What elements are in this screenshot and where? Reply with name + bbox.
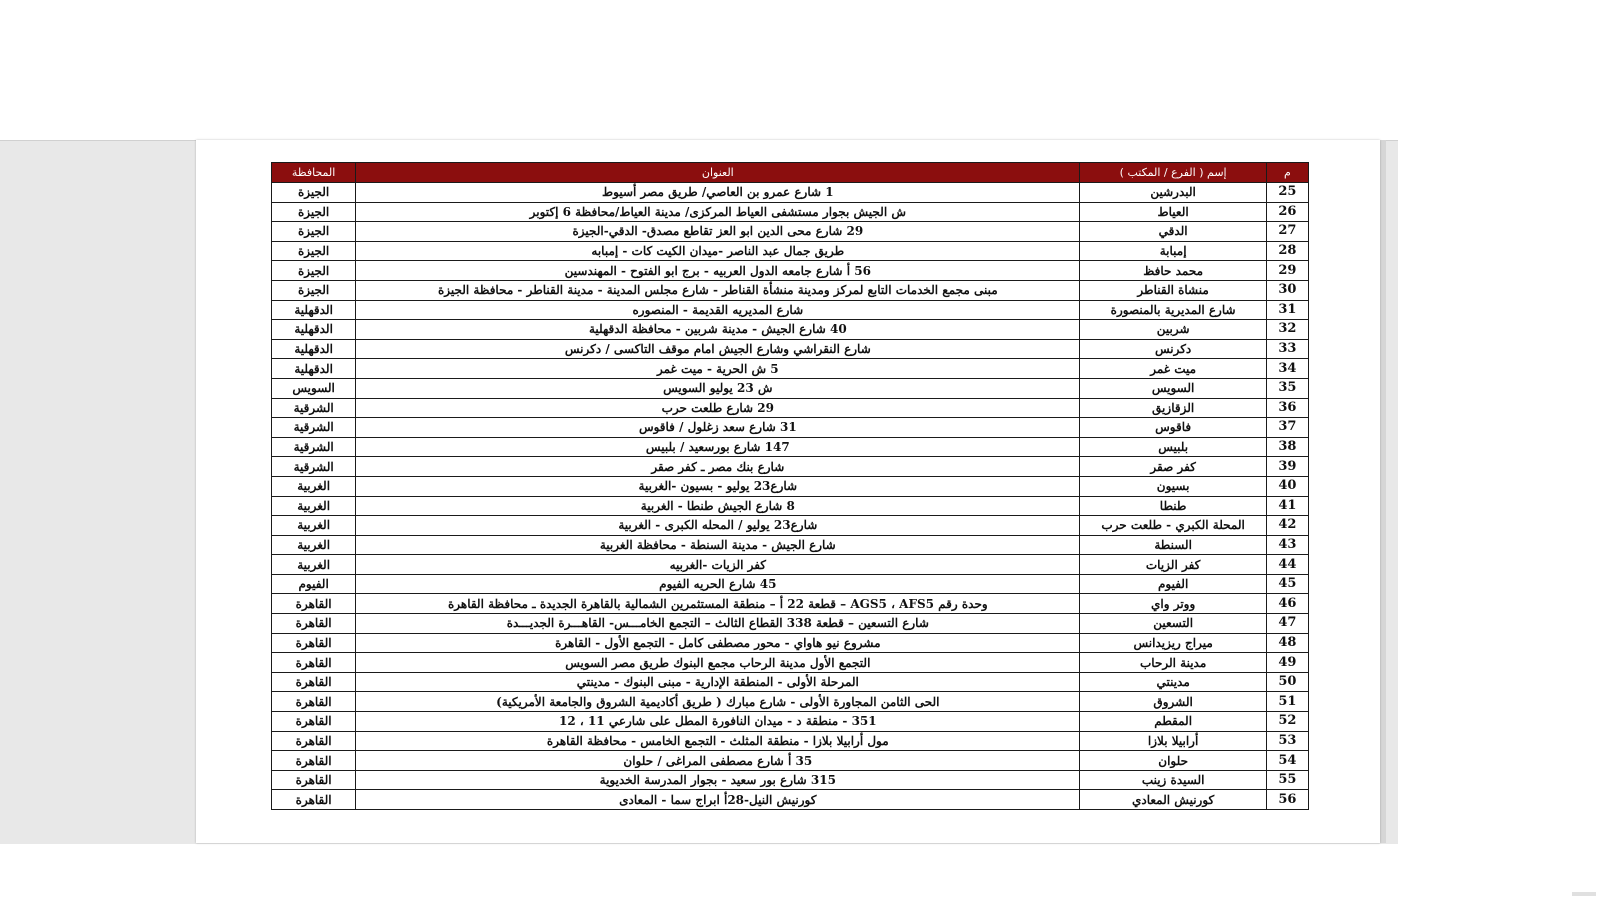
row-number: 45 [1266,574,1308,594]
governorate-cell: القاهرة [272,594,356,614]
governorate-cell: الجيزة [272,241,356,261]
table-row [272,672,1309,692]
governorate-cell: الفيوم [272,574,356,594]
header-branch-name: إسم ( الفرع / المكتب ) [1080,163,1267,183]
governorate-cell: القاهرة [272,672,356,692]
branch-name-cell: كورنيش المعادي [1080,790,1267,810]
table-row [272,790,1309,810]
branch-name-cell: الدقي [1080,222,1267,242]
address-cell: طريق جمال عبد الناصر -ميدان الكيت كات - إمبابه [356,241,1080,261]
branch-name-cell: كفر الزيات [1080,555,1267,575]
branch-name-cell: المقطم [1080,712,1267,732]
row-number: 53 [1266,731,1308,751]
governorate-cell: الجيزة [272,183,356,203]
page-edge [1380,140,1386,843]
table-body [272,183,1309,810]
table-row [272,496,1309,516]
address-cell: شارع23 يوليو - بسيون -الغربية [356,476,1080,496]
governorate-cell: القاهرة [272,751,356,771]
address-cell: 40 شارع الجيش - مدينة شربين - محافظة الدقهلية [356,320,1080,340]
table-row [272,594,1309,614]
table-row [272,418,1309,438]
branch-name-cell: شربين [1080,320,1267,340]
governorate-cell: الجيزة [272,261,356,281]
table-row [272,300,1309,320]
row-number: 31 [1266,300,1308,320]
governorate-cell: القاهرة [272,633,356,653]
governorate-cell: الشرقية [272,457,356,477]
row-number: 33 [1266,339,1308,359]
address-cell: ش الجيش بجوار مستشفى العياط المركزى/ مدينة العياط/محافظة 6 إكتوبر [356,202,1080,222]
address-cell: 31 شارع سعد زغلول / فاقوس [356,418,1080,438]
table-row [272,378,1309,398]
table-row [272,222,1309,242]
branch-name-cell: بلبيس [1080,437,1267,457]
branch-name-cell: منشاة القناطر [1080,280,1267,300]
table-row [272,614,1309,634]
address-cell: 351 - منطقة د - ميدان النافورة المطل على شارعي 11 ، 12 [356,712,1080,732]
row-number: 41 [1266,496,1308,516]
branch-name-cell: دكرنس [1080,339,1267,359]
header-address: العنوان [356,163,1080,183]
address-cell: مول أرابيلا بلازا - منطقة المثلث - التجمع الخامس - محافظة القاهرة [356,731,1080,751]
header-number: م [1266,163,1308,183]
governorate-cell: القاهرة [272,790,356,810]
row-number: 39 [1266,457,1308,477]
branch-name-cell: ميراج ريزيدانس [1080,633,1267,653]
table-row [272,398,1309,418]
table-row [272,457,1309,477]
governorate-cell: القاهرة [272,731,356,751]
address-cell: مشروع نيو هاواي - محور مصطفى كامل - التجمع الأول - القاهرة [356,633,1080,653]
branch-name-cell: المحلة الكبري - طلعت حرب [1080,516,1267,536]
branch-name-cell: حلوان [1080,751,1267,771]
address-cell: 29 شارع طلعت حرب [356,398,1080,418]
branch-name-cell: كفر صقر [1080,457,1267,477]
row-number: 47 [1266,614,1308,634]
branch-name-cell: مدينتي [1080,672,1267,692]
governorate-cell: الدقهلية [272,300,356,320]
table-row [272,692,1309,712]
table-row [272,555,1309,575]
branch-name-cell: البدرشين [1080,183,1267,203]
row-number: 35 [1266,378,1308,398]
row-number: 51 [1266,692,1308,712]
document-page [196,140,1380,843]
address-cell: ش 23 يوليو السويس [356,378,1080,398]
row-number: 38 [1266,437,1308,457]
governorate-cell: الغربية [272,535,356,555]
table-row [272,261,1309,281]
row-number: 25 [1266,183,1308,203]
governorate-cell: الجيزة [272,280,356,300]
table-row [272,770,1309,790]
row-number: 36 [1266,398,1308,418]
address-cell: شارع النقراشي وشارع الجيش امام موقف التاكسى / دكرنس [356,339,1080,359]
address-cell: 1 شارع عمرو بن العاصي/ طريق مصر أسيوط [356,183,1080,203]
row-number: 50 [1266,672,1308,692]
address-cell: المرحلة الأولى - المنطقة الإدارية - مبنى البنوك - مدينتي [356,672,1080,692]
branch-name-cell: السنطة [1080,535,1267,555]
row-number: 28 [1266,241,1308,261]
address-cell: شارع بنك مصر ـ كفر صقر [356,457,1080,477]
governorate-cell: الغربية [272,555,356,575]
address-cell: 35 أ شارع مصطفى المراغى / حلوان [356,751,1080,771]
address-cell: 45 شارع الحريه الفيوم [356,574,1080,594]
governorate-cell: الجيزة [272,222,356,242]
branch-name-cell: إمبابة [1080,241,1267,261]
governorate-cell: الشرقية [272,437,356,457]
row-number: 29 [1266,261,1308,281]
governorate-cell: الدقهلية [272,339,356,359]
governorate-cell: الشرقية [272,398,356,418]
address-cell: 8 شارع الجيش طنطا - الغربية [356,496,1080,516]
branch-name-cell: التسعين [1080,614,1267,634]
row-number: 49 [1266,653,1308,673]
table-row [272,280,1309,300]
address-cell: كورنيش النيل-28أ ابراج سما - المعادى [356,790,1080,810]
branch-name-cell: ووتر واي [1080,594,1267,614]
governorate-cell: القاهرة [272,653,356,673]
branch-name-cell: فاقوس [1080,418,1267,438]
table-row [272,359,1309,379]
governorate-cell: القاهرة [272,770,356,790]
governorate-cell: القاهرة [272,692,356,712]
table-row [272,653,1309,673]
address-cell: 29 شارع محى الدين ابو العز تقاطع مصدق- الدقي-الجيزة [356,222,1080,242]
row-number: 26 [1266,202,1308,222]
address-cell: التجمع الأول مدينة الرحاب مجمع البنوك طريق مصر السويس [356,653,1080,673]
row-number: 48 [1266,633,1308,653]
governorate-cell: الدقهلية [272,359,356,379]
table-row [272,712,1309,732]
row-number: 46 [1266,594,1308,614]
row-number: 44 [1266,555,1308,575]
governorate-cell: الغربية [272,516,356,536]
header-governorate: المحافظة [272,163,356,183]
table-row [272,202,1309,222]
governorate-cell: الشرقية [272,418,356,438]
branch-name-cell: الفيوم [1080,574,1267,594]
table-row [272,751,1309,771]
branch-name-cell: السويس [1080,378,1267,398]
branch-name-cell: مدينة الرحاب [1080,653,1267,673]
table-row [272,241,1309,261]
row-number: 43 [1266,535,1308,555]
table-row [272,731,1309,751]
branch-name-cell: شارع المديرية بالمنصورة [1080,300,1267,320]
governorate-cell: السويس [272,378,356,398]
governorate-cell: الغربية [272,496,356,516]
table-row [272,320,1309,340]
table-row [272,516,1309,536]
branch-name-cell: طنطا [1080,496,1267,516]
table-row [272,633,1309,653]
table-row [272,183,1309,203]
address-cell: كفر الزيات -الغربيه [356,555,1080,575]
branch-name-cell: ميت غمر [1080,359,1267,379]
address-cell: 56 أ شارع جامعه الدول العربيه - برج ابو الفتوح - المهندسين [356,261,1080,281]
governorate-cell: القاهرة [272,614,356,634]
address-cell: 5 ش الحرية - ميت غمر [356,359,1080,379]
table-row [272,476,1309,496]
address-cell: شارع التسعين – قطعة 338 القطاع الثالث – التجمع الخامـــس- القاهـــرة الجديـــدة [356,614,1080,634]
branch-name-cell: أرابيلا بلازا [1080,731,1267,751]
table-row [272,437,1309,457]
address-cell: 147 شارع بورسعيد / بلبيس [356,437,1080,457]
branch-name-cell: العياط [1080,202,1267,222]
governorate-cell: الجيزة [272,202,356,222]
address-cell: شارع23 يوليو / المحله الكبرى - الغربية [356,516,1080,536]
row-number: 40 [1266,476,1308,496]
branch-name-cell: السيدة زينب [1080,770,1267,790]
governorate-cell: القاهرة [272,712,356,732]
governorate-cell: الدقهلية [272,320,356,340]
table-row [272,574,1309,594]
branch-name-cell: الشروق [1080,692,1267,712]
resize-grip [1572,892,1596,896]
row-number: 54 [1266,751,1308,771]
row-number: 56 [1266,790,1308,810]
branch-name-cell: محمد حافظ [1080,261,1267,281]
table-row [272,339,1309,359]
row-number: 34 [1266,359,1308,379]
row-number: 27 [1266,222,1308,242]
row-number: 42 [1266,516,1308,536]
row-number: 37 [1266,418,1308,438]
table-header-row [272,163,1309,183]
row-number: 32 [1266,320,1308,340]
row-number: 52 [1266,712,1308,732]
governorate-cell: الغربية [272,476,356,496]
table-row [272,535,1309,555]
row-number: 30 [1266,280,1308,300]
address-cell: مبنى مجمع الخدمات التابع لمركز ومدينة منشأة القناطر - شارع مجلس المدينة - مدينة القناطر - محافظة الجيزة [356,280,1080,300]
address-cell: 315 شارع بور سعيد - بجوار المدرسة الخديوية [356,770,1080,790]
branch-name-cell: الزقازيق [1080,398,1267,418]
row-number: 55 [1266,770,1308,790]
address-cell: شارع الجيش - مدينة السنطة - محافظة الغربية [356,535,1080,555]
address-cell: الحى الثامن المجاورة الأولى - شارع مبارك ( طريق أكاديمية الشروق والجامعة الأمريكية) [356,692,1080,712]
branch-name-cell: بسيون [1080,476,1267,496]
address-cell: شارع المديريه القديمة - المنصوره [356,300,1080,320]
branches-table [271,162,1309,810]
address-cell: وحدة رقم AGS5 ، AFS5 – قطعة 22 أ – منطقة المستثمرين الشمالية بالقاهرة الجديدة ـ محافظة القاهرة [356,594,1080,614]
